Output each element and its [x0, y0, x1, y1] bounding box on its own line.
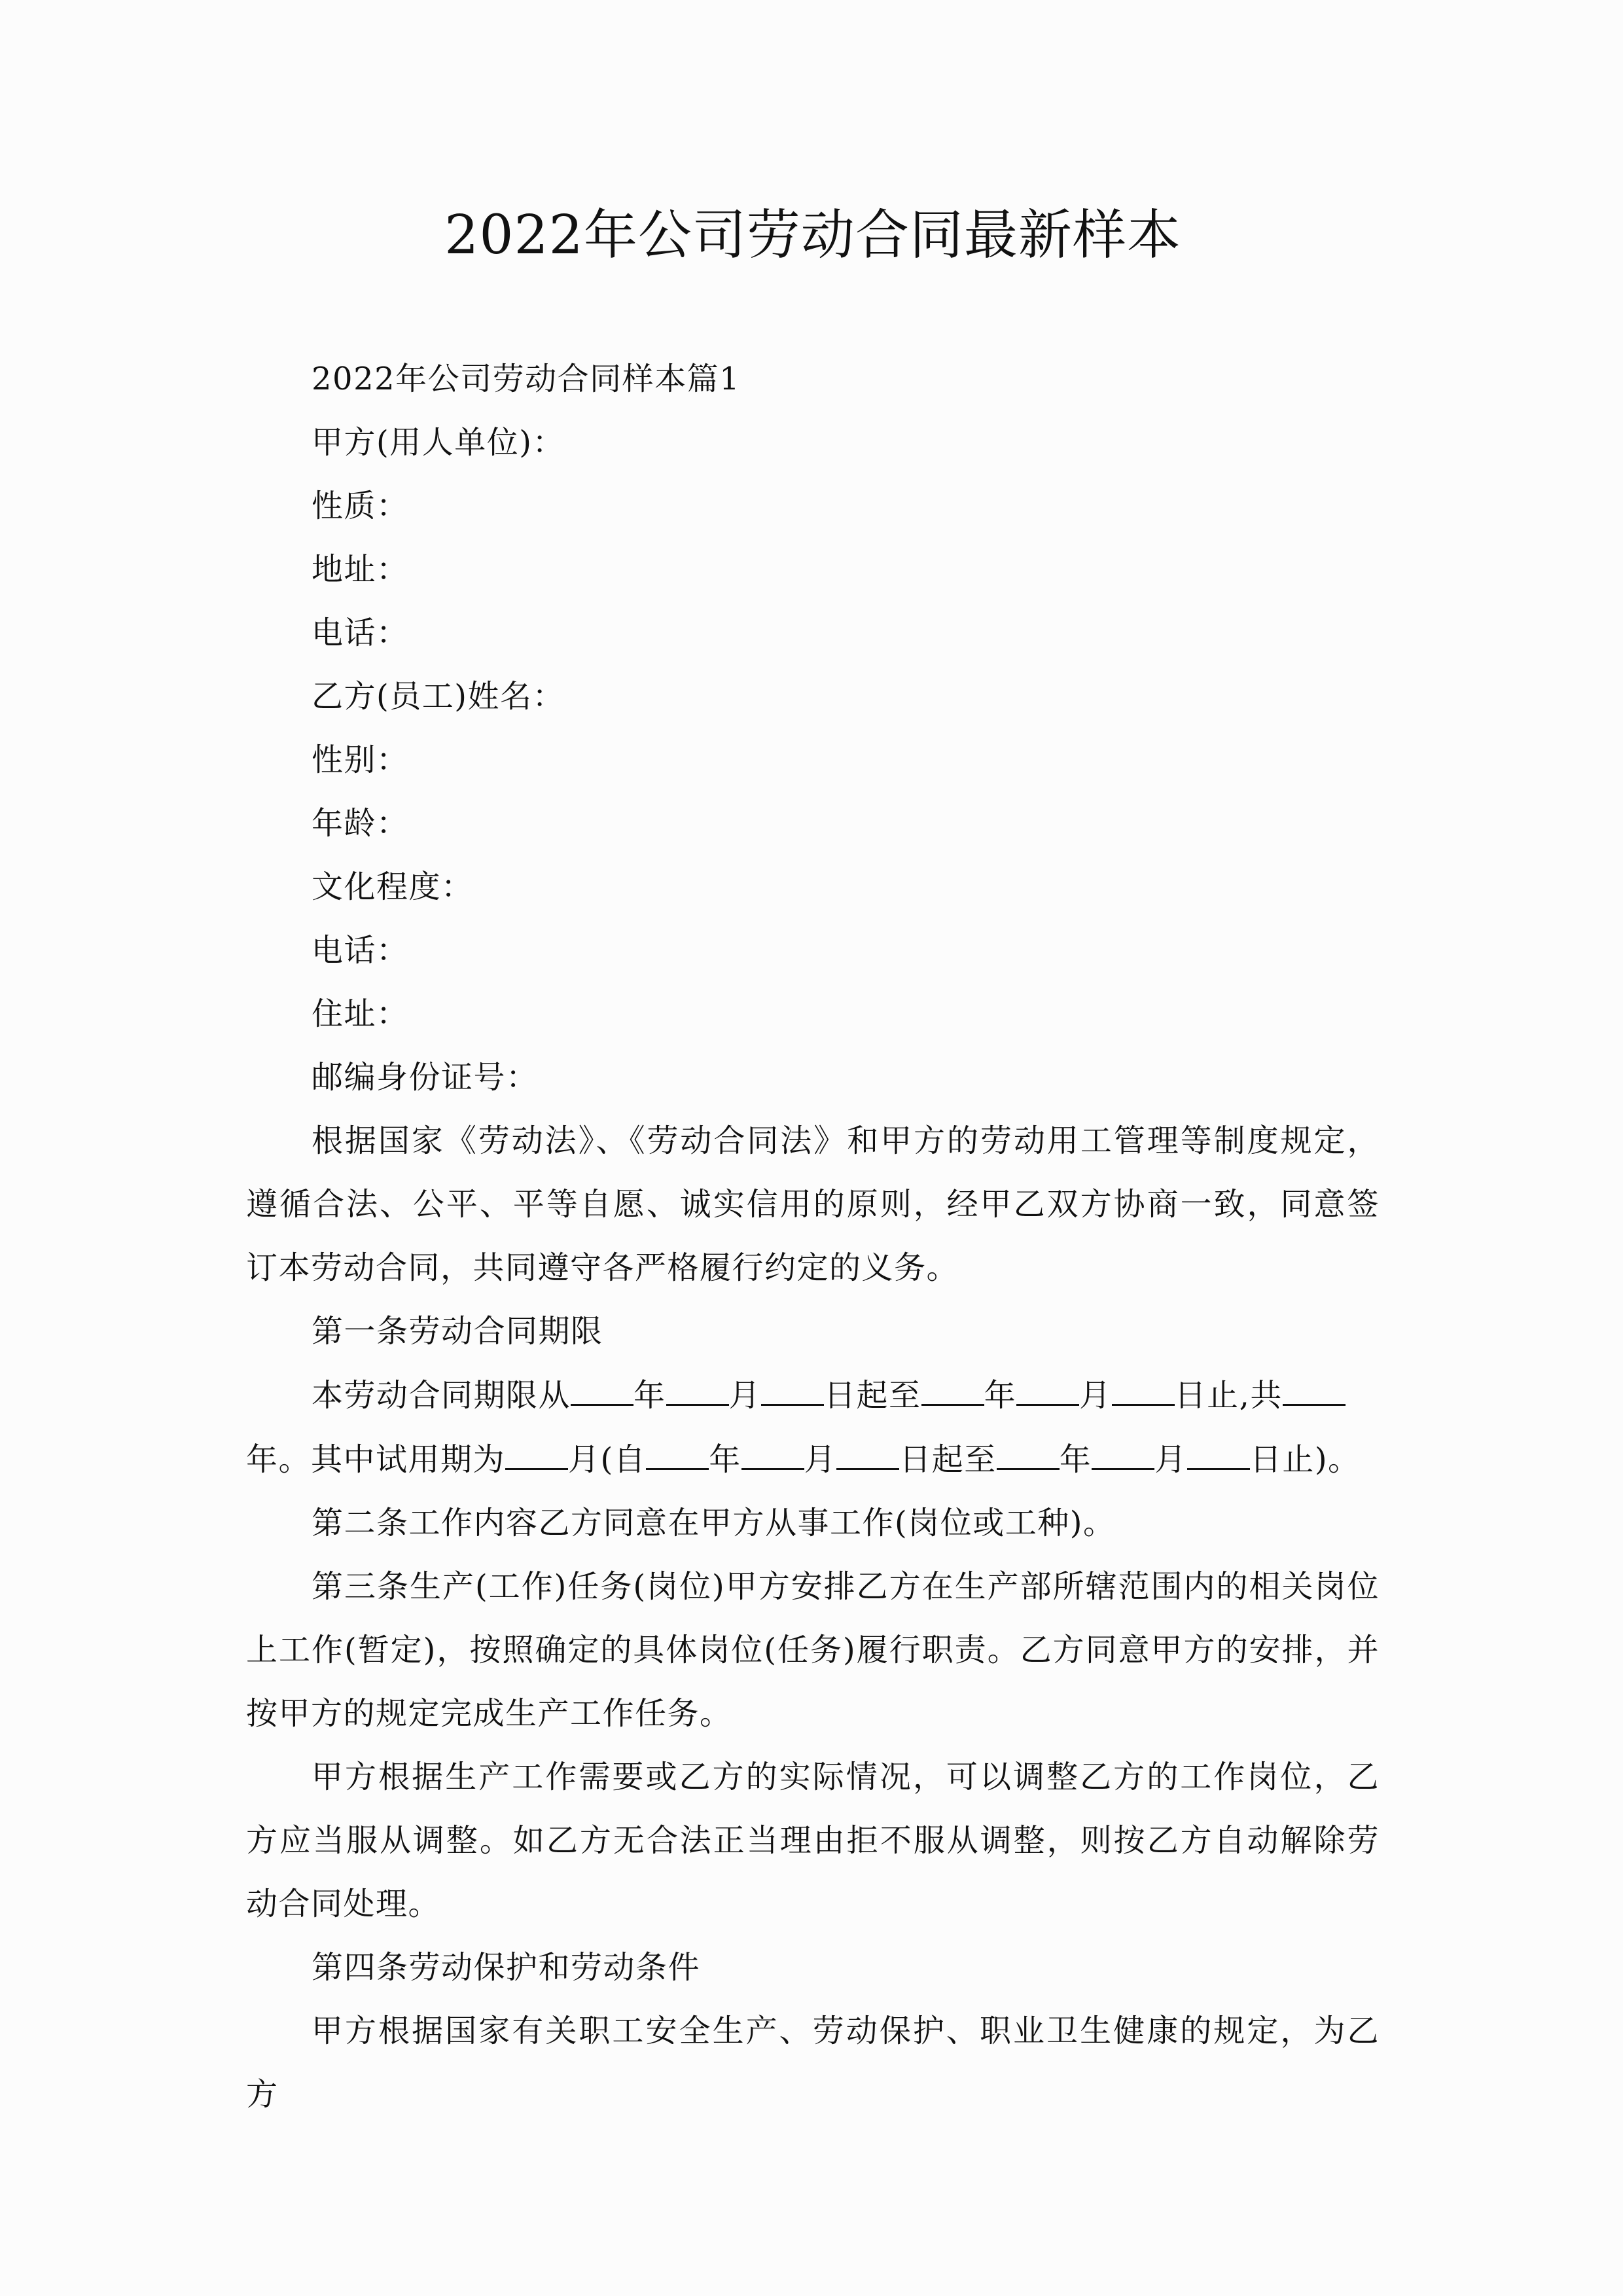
blank-probation-end-year[interactable] [997, 1427, 1060, 1470]
blank-probation-start-day[interactable] [836, 1427, 899, 1470]
term-text-7: 日止,共 [1174, 1377, 1283, 1414]
article-1-probation-line [246, 1427, 1380, 1492]
party-b-gender-label: 性别： [312, 742, 409, 778]
probation-text-2: 月(自 [568, 1441, 647, 1478]
blank-start-day[interactable] [761, 1363, 824, 1406]
probation-text-5: 日起至 [899, 1441, 997, 1478]
party-b-residence-label: 住址： [312, 996, 409, 1032]
party-b-education-label: 文化程度： [312, 869, 474, 905]
section-heading: 2022年公司劳动合同样本篇1 [312, 361, 741, 397]
probation-text-7: 月 [1154, 1441, 1187, 1478]
party-b-phone-label: 电话： [312, 932, 409, 969]
probation-text-3: 年 [709, 1441, 741, 1478]
blank-end-day[interactable] [1112, 1363, 1175, 1406]
party-b-age-label: 年龄： [312, 805, 409, 842]
blank-total-years[interactable] [1283, 1363, 1346, 1406]
term-text-4: 日起至 [824, 1377, 921, 1414]
article-2-paragraph: 第二条工作内容乙方同意在甲方从事工作(岗位或工种)。 [312, 1505, 1116, 1541]
probation-text-1: 年。其中试用期为 [246, 1441, 506, 1478]
blank-probation-start-year[interactable] [646, 1427, 709, 1470]
term-text-6: 月 [1079, 1377, 1112, 1414]
term-text-2: 年 [633, 1377, 666, 1414]
blank-end-year[interactable] [921, 1363, 984, 1406]
blank-start-month[interactable] [666, 1363, 729, 1406]
article-3-adjustment-paragraph: 甲方根据生产工作需要或乙方的实际情况，可以调整乙方的工作岗位，乙方应当服从调整。如乙方无合法正当理由拒不服从调整，则按乙方自动解除劳动合同处理。 [246, 1759, 1380, 1922]
blank-probation-start-month[interactable] [741, 1427, 804, 1470]
blank-end-month[interactable] [1016, 1363, 1079, 1406]
preamble-paragraph: 根据国家《劳动法》、《劳动合同法》和甲方的劳动用工管理等制度规定，遵循合法、公平、平等自愿、诚实信用的原则，经甲乙双方协商一致，同意签订本劳动合同，共同遵守各严格履行约定的义务。 [246, 1122, 1380, 1286]
term-text-5: 年 [984, 1377, 1017, 1414]
document-body [246, 348, 1380, 2126]
article-1-term-line [246, 1363, 1380, 1427]
article-3-paragraph: 第三条生产(工作)任务(岗位)甲方安排乙方在生产部所辖范围内的相关岗位上工作(暂定)，按照确定的具体岗位(任务)履行职责。乙方同意甲方的安排，并按甲方的规定完成生产工作任务。 [246, 1568, 1380, 1732]
document-title: 2022年公司劳动合同最新样本 [444, 204, 1181, 266]
blank-probation-end-month[interactable] [1092, 1427, 1154, 1470]
probation-text-4: 月 [804, 1441, 837, 1478]
party-b-zip-id-label: 邮编身份证号： [312, 1059, 539, 1096]
article-4-heading: 第四条劳动保护和劳动条件 [312, 1949, 701, 1986]
party-a-phone-label: 电话： [312, 615, 409, 651]
term-text-3: 月 [728, 1377, 762, 1414]
blank-probation-months[interactable] [505, 1427, 568, 1470]
party-a-unit-label: 甲方(用人单位)： [312, 424, 565, 461]
blank-probation-end-day[interactable] [1187, 1427, 1250, 1470]
article-4-paragraph: 甲方根据国家有关职工安全生产、劳动保护、职业卫生健康的规定，为乙方 [246, 2013, 1380, 2113]
party-a-address-label: 地址： [312, 551, 409, 588]
probation-text-6: 年 [1059, 1441, 1092, 1478]
article-1-heading: 第一条劳动合同期限 [312, 1313, 603, 1350]
term-text-1: 本劳动合同期限从 [312, 1377, 571, 1414]
probation-text-8: 日止)。 [1249, 1441, 1361, 1478]
blank-start-year[interactable] [571, 1363, 633, 1406]
party-a-nature-label: 性质： [312, 488, 409, 524]
party-b-name-label: 乙方(员工)姓名： [312, 678, 565, 715]
